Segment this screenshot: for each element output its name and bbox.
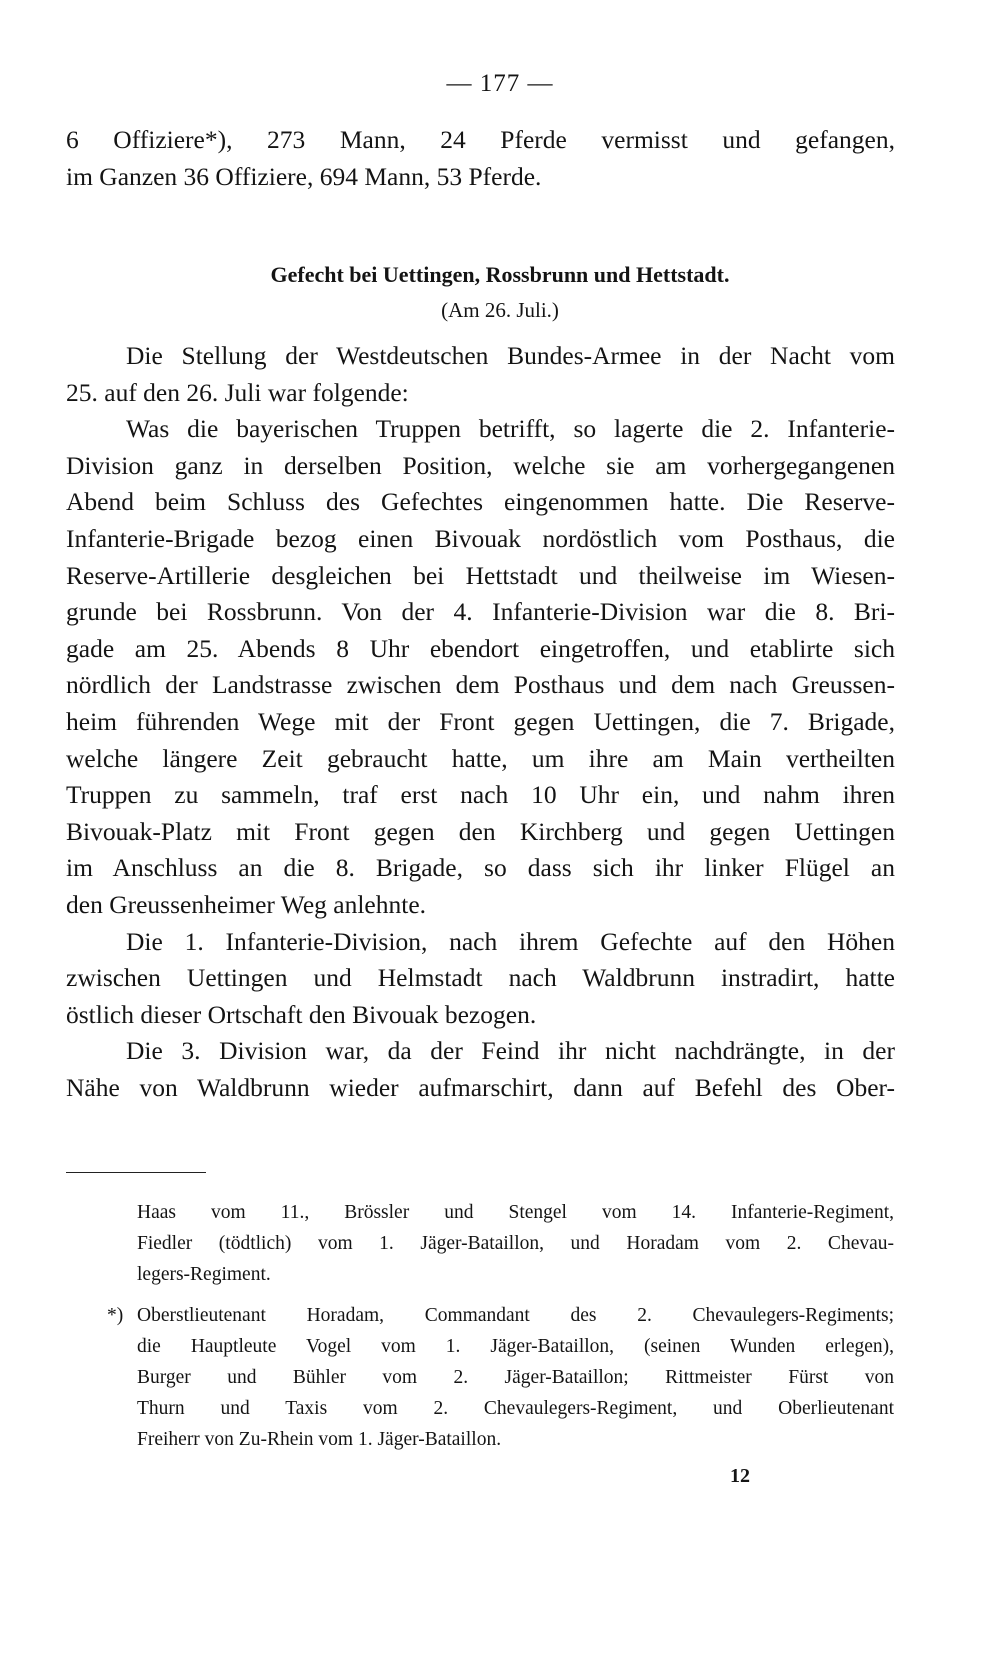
footnote-line: Freiherr von Zu-Rhein vom 1. Jäger-Bataillon.	[137, 1429, 502, 1450]
footnote-star	[107, 1300, 894, 1455]
text-line: Abend beim Schluss des Gefechtes eingenommen hatte. Die Reserve-	[66, 487, 895, 517]
footnote-line	[107, 1300, 894, 1331]
page-number: — 177 —	[446, 70, 554, 97]
text-line: gade am 25. Abends 8 Uhr ebendort eingetroffen, und etablirte sich	[66, 633, 895, 663]
text-line: Die 1. Infanterie-Division, nach ihrem Gefechte auf den Höhen	[126, 926, 895, 956]
text-line: grunde bei Rossbrunn. Von der 4. Infanterie-Division war die 8. Bri-	[66, 597, 895, 627]
intro-paragraph	[66, 122, 895, 195]
footnote-line: die Hauptleute Vogel vom 1. Jäger-Bataillon, (seinen Wunden erlegen),	[137, 1336, 894, 1357]
footnote-line: legers-Regiment.	[137, 1264, 271, 1285]
text-line: Bivouak-Platz mit Front gegen den Kirchberg und gegen Uettingen	[66, 816, 895, 846]
text-line: 6 Offiziere*), 273 Mann, 24 Pferde vermisst und gefangen,	[66, 125, 895, 154]
text-line: Die 3. Division war, da der Feind ihr nicht nachdrängte, in der	[126, 1036, 895, 1066]
text-line: Nähe von Waldbrunn wieder aufmarschirt, dann auf Befehl des Ober-	[66, 1072, 895, 1102]
footnote-line: Thurn und Taxis vom 2. Chevaulegers-Regiment, und Oberlieutenant	[137, 1398, 894, 1419]
body-paragraphs	[66, 338, 895, 1106]
footnote-line-text: Oberstlieutenant Horadam, Commandant des 2. Chevaulegers-Regiments;	[137, 1305, 894, 1326]
footnote-line: Burger und Bühler vom 2. Jäger-Bataillon; Rittmeister Fürst von	[137, 1367, 894, 1388]
footnote-line: Haas vom 11., Brössler und Stengel vom 14. Infanterie-Regiment,	[137, 1202, 894, 1223]
text-line: den Greussenheimer Weg anlehnte.	[66, 889, 427, 919]
text-line: im Ganzen 36 Offiziere, 694 Mann, 53 Pferde.	[66, 161, 542, 191]
signature-mark: 12	[730, 1465, 750, 1487]
footnote-line: Fiedler (tödtlich) vom 1. Jäger-Bataillon, und Horadam vom 2. Chevau-	[137, 1233, 894, 1254]
text-line: im Anschluss an die 8. Brigade, so dass sich ihr linker Flügel an	[66, 853, 895, 883]
text-line: Was die bayerischen Truppen betrifft, so lagerte die 2. Infanterie-	[126, 414, 895, 444]
text-line: Infanterie-Brigade bezog einen Bivouak nordöstlich vom Posthaus, die	[66, 523, 895, 553]
text-line: welche längere Zeit gebraucht hatte, um ihre am Main vertheilten	[66, 743, 895, 773]
text-line: zwischen Uettingen und Helmstadt nach Waldbrunn instradirt, hatte	[66, 963, 895, 993]
footnote-continued	[137, 1197, 894, 1290]
section-date: (Am 26. Juli.)	[441, 298, 559, 322]
text-line: heim führenden Wege mit der Front gegen Uettingen, die 7. Brigade,	[66, 706, 895, 736]
footnote-marker: *)	[107, 1305, 124, 1326]
text-line: Die Stellung der Westdeutschen Bundes-Armee in der Nacht vom	[126, 341, 895, 370]
text-line: Division ganz in derselben Position, welche sie am vorhergegangenen	[66, 450, 895, 480]
text-line: Reserve-Artillerie desgleichen bei Hettstadt und theilweise im Wiesen-	[66, 560, 895, 590]
footnote-divider	[66, 1172, 206, 1173]
text-line: nördlich der Landstrasse zwischen dem Posthaus und dem nach Greussen-	[66, 670, 895, 700]
text-line: östlich dieser Ortschaft den Bivouak bezogen.	[66, 999, 537, 1029]
text-line: 25. auf den 26. Juli war folgende:	[66, 377, 409, 407]
text-line: Truppen zu sammeln, traf erst nach 10 Uhr ein, und nahm ihren	[66, 780, 895, 810]
section-heading: Gefecht bei Uettingen, Rossbrunn und Hettstadt.	[270, 262, 730, 287]
